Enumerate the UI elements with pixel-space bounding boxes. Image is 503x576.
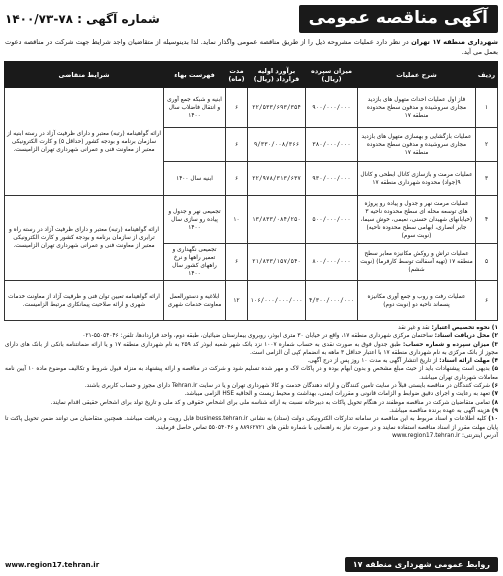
row-description: عملیات رفت و روب و جمع آوری مکانیزه پسماند ناحیه دو (نوبت دوم) xyxy=(358,281,476,321)
note-label: ۹) xyxy=(491,407,498,414)
ad-title: آگهی مناقصه عمومی xyxy=(299,5,498,33)
note-text: هزینه آگهی به عهده برنده مناقصه میباشد. xyxy=(389,407,492,414)
ad-number: شماره آگهی : ۷۸-۱۴۰۰/۷۳ xyxy=(5,12,160,26)
note-text: آدرس اینترنتی: www.region17.tehran.ir xyxy=(392,432,498,439)
col-header-description: شرح عملیات xyxy=(358,62,476,88)
row-estimate: ۹/۳۳۰/۰۰۸/۳۶۶ xyxy=(248,128,306,162)
note-item xyxy=(5,432,498,440)
note-label: ۲) محل دریافت اسناد: xyxy=(434,333,498,340)
table-row xyxy=(5,88,498,128)
note-label: ۳) میزان سپرده و شماره حساب: xyxy=(402,341,498,348)
footer-bar xyxy=(5,556,498,573)
row-deposit: ۹۳۰/۰۰۰/۰۰۰ xyxy=(306,162,358,196)
row-price-list-merged xyxy=(164,128,226,162)
table-row xyxy=(5,281,498,321)
note-item xyxy=(5,399,498,407)
row-price-list: تجمیعی نهر و جدول و پیاده رو سازی سال ۱۴۰۰ xyxy=(164,196,226,244)
row-estimate: ۱۳/۸۳۳/۰۸۴/۲۵۰ xyxy=(248,196,306,244)
note-label: ۵) xyxy=(491,366,498,373)
row-deposit: ۴/۳۰۰/۰۰۰/۰۰۰ xyxy=(306,281,358,321)
row-estimate: ۲۲/۵۳۳/۶۹۳/۳۵۴ xyxy=(248,88,306,128)
note-item xyxy=(5,365,498,382)
notes-section xyxy=(5,324,498,440)
row-estimate: ۱۰۶/۰۰۰/۰۰۰/۰۰۰ xyxy=(248,281,306,321)
row-duration: ۱۰ xyxy=(226,196,248,244)
row-description: عملیات مرمت و بازسازی کانال ابطحی و کانال ۹(جواد) محدوده شهرداری منطقه ۱۷ xyxy=(358,162,476,196)
table-header-row xyxy=(5,62,498,88)
row-conditions: ارائه گواهینامه تعیین توان فنی و ظرفیت آزاد از معاونت خدمات شهری و ارائه صلاحیت پیمانکاری مرتبط الزامیست. xyxy=(5,281,164,321)
note-item xyxy=(5,341,498,358)
note-label: ۷) xyxy=(491,391,498,398)
row-price-list: ابنیه و شبکه جمع آوری و انتقال فاضلاب سال ۱۴۰۰ xyxy=(164,88,226,128)
note-item xyxy=(5,332,498,340)
note-text: کلیه اطلاعات و اسناد مربوط به این مناقصه در سامانه تدارکات الکترونیکی دولت (ستاد) به نشانی business.tehran.ir قابل رویت و دریافت میباشد. همچنین متقاضیان می توانند ضمن تحویل پاکت تا پایان مهلت مقرر از اسناد مناقصه استفاده نمایند و در صورت نیاز به راهنمایی با شماره تلفن های ۸۸۹۶۲۷۲۱ و ۵۵۰۵۴۰۴۶ تماس حاصل فرمایند. xyxy=(5,416,498,431)
tender-table xyxy=(4,61,498,321)
note-text: ساختمان مرکزی شهرداری منطقه ۱۷، واقع در خیابان ۳۰ متری ابوذر، روبروی بیمارستان ضیائیان، طبقه دوم، واحد قراردادها، تلفن: ۵۵۰۵۴۰۴۶-۰۲۱ xyxy=(82,333,435,340)
note-text: تمامی متقاضیان شرکت در مناقصه موظفند در هنگام تحویل پاکات به دبیرخانه نسبت به ارائه شناسه ملی برای اشخاص حقوقی و کد ملی و تاریخ تولد برای اشخاص حقیقی اقدام نمایند. xyxy=(50,399,492,406)
row-deposit: ۵۰۰/۰۰۰/۰۰۰ xyxy=(306,196,358,244)
row-duration: ۶ xyxy=(226,128,248,162)
note-item xyxy=(5,407,498,415)
note-text: شرکت کنندگان در مناقصه بایستی قبلاً در سایت تامین کنندگان و ارائه دهندگان خدمت و کالا شهرداری تهران و یا در سایت Tehran.ir دارای مجوز و حساب کاربری باشند. xyxy=(84,383,492,390)
row-description: فاز اول عملیات احداث متهول های بازدید مجاری سروشیده و مدفون سطح محدوده منطقه ۱۷ xyxy=(358,88,476,128)
row-number: ۲ xyxy=(476,128,498,162)
note-label: ۱) نحوه تخصیص اعتبار: xyxy=(431,325,498,331)
row-description: عملیات تراش و روکش مکانیزه معابر سطح منطقه ۱۷ (تهیه آسفالت توسط کارفرما) (نوبت ششم) xyxy=(358,244,476,281)
row-duration: ۶ xyxy=(226,162,248,196)
note-label: ۸) xyxy=(491,399,498,406)
row-deposit: ۹۰۰/۰۰۰/۰۰۰ xyxy=(306,88,358,128)
note-label: ۱۰) xyxy=(488,416,498,423)
note-item xyxy=(5,324,498,332)
intro-organization: شهرداری منطقه ۱۷ تهران xyxy=(411,38,498,46)
row-price-list: تجمیعی نگهداری و تعمیر راهها و نرخ راههای کشور سال ۱۴۰۰ xyxy=(164,244,226,281)
note-item xyxy=(5,357,498,365)
col-header-deposit: میزان سپرده (ریال) xyxy=(306,62,358,88)
row-estimate: ۲۲/۹۷۸/۳۱۳/۶۳۷ xyxy=(248,162,306,196)
note-item xyxy=(5,382,498,390)
col-header-duration: مدت (ماه) xyxy=(226,62,248,88)
note-text: بدیهی است پیشنهادات باید از حیث مبلغ مشخص و بدون ابهام بوده و در پاکات لاک و مهر شده تسلیم شود و شرکت در مناقصه و ارائه پیشنهاد به منزله قبول شروط و تکالیف موضوع ماده ۱۰ آیین نامه معاملات شهرداری تهران میباشد. xyxy=(5,366,498,381)
row-number: ۶ xyxy=(476,281,498,321)
note-item xyxy=(5,390,498,398)
note-text: نقد و غیر نقد xyxy=(398,325,432,331)
col-header-conditions: شرایط متقاضی xyxy=(5,62,164,88)
col-header-estimate: برآورد اولیه قرارداد (ریال) xyxy=(248,62,306,88)
row-estimate: ۲۱/۸۳۳/۱۵۷/۵۴۰ xyxy=(248,244,306,281)
row-number: ۴ xyxy=(476,196,498,244)
row-number: ۵ xyxy=(476,244,498,281)
row-conditions: ارائه گواهینامه (رتبه) معتبر و دارای ظرفیت آزاد در رسته راه و ترابری از سازمان برنامه و بودجه کشور و کارت الکترونیکی معتبر از معاونت فنی و عمرانی شهرداری تهران الزامیست. xyxy=(5,196,164,281)
note-label: ۶) xyxy=(491,383,498,390)
intro-text: در نظر دارد عملیات مشروحه ذیل را از طریق مناقصه عمومی واگذار نماید. لذا بدینوسیله از متقاضیان واجد شرایط جهت شرکت در مناقصه دعوت بعمل می آید. xyxy=(5,38,498,56)
note-text: طبق جدول فوق به صورت نقدی به حساب شماره ۱۰۰۷ نزد بانک شهر شعبه ابوذر کد ۲۵۹ به نام شهرداری منطقه ۱۷ و یا ارائه ضمانتنامه بانکی از بانک های دارای مجوز از بانک مرکزی به نام شهرداری منطقه ۱۷ با اعتبار حداقل ۳ ماهه به انضمام کپی آن الزامی است. xyxy=(5,341,498,356)
row-number: ۱ xyxy=(476,88,498,128)
col-header-row-number: ردیف xyxy=(476,62,498,88)
row-description: عملیات بازگشایی و بهسازی متهول های بازدید مجاری سروشیده و مدفون سطح محدوده منطقه ۱۷ xyxy=(358,128,476,162)
row-deposit: ۳۸۰/۰۰۰/۰۰۰ xyxy=(306,128,358,162)
row-duration: ۶ xyxy=(226,88,248,128)
intro-paragraph xyxy=(5,37,498,57)
row-deposit: ۸۰۰/۰۰۰/۰۰۰ xyxy=(306,244,358,281)
ad-header xyxy=(5,4,498,34)
row-conditions: ارائه گواهینامه (رتبه) معتبر و دارای ظرفیت آزاد در رسته ابنیه از سازمان برنامه و بودجه کشور (حداقل ۵) و کارت الکترونیکی معتبر از معاونت فنی و عمرانی شهرداری تهران الزامیست. xyxy=(5,88,164,196)
note-label: ۴) مهلت ارائه اسناد: xyxy=(439,358,498,365)
row-description: عملیات مرمت نهر و جدول و پیاده رو پروژه های توسعه محله ای سطح محدوده ناحیه ۳ (خیابانهای شهیدان حسنی، نعیمی، خوش سیما، جابر انصاری، ابهامی سطح محدوده ناحیه) (نوبت سوم) xyxy=(358,196,476,244)
row-duration: ۱۲ xyxy=(226,281,248,321)
row-price-list: ابلاغیه و دستورالعمل معاونت خدمات شهری xyxy=(164,281,226,321)
row-duration: ۶ xyxy=(226,244,248,281)
row-price-list: ابنیه سال ۱۴۰۰ xyxy=(164,162,226,196)
col-header-price-list: فهرست بهاء xyxy=(164,62,226,88)
row-number: ۳ xyxy=(476,162,498,196)
table-row xyxy=(5,196,498,244)
note-text: تعهد به رعایت و اجرای دقیق ضوابط و الزامات قانونی و مقررات ایمنی، بهداشت و محیط زیست و الحاقیه HSE الزامی میباشد. xyxy=(184,391,492,398)
publisher-label: روابط عمومی شهرداری منطقه ۱۷ xyxy=(345,557,498,572)
website-link[interactable]: www.region17.tehran.ir xyxy=(5,560,100,569)
note-text: از تاریخ انتشار آگهی به مدت ۱۰ روز پس از درج آگهی. xyxy=(307,358,440,365)
note-item xyxy=(5,415,498,432)
